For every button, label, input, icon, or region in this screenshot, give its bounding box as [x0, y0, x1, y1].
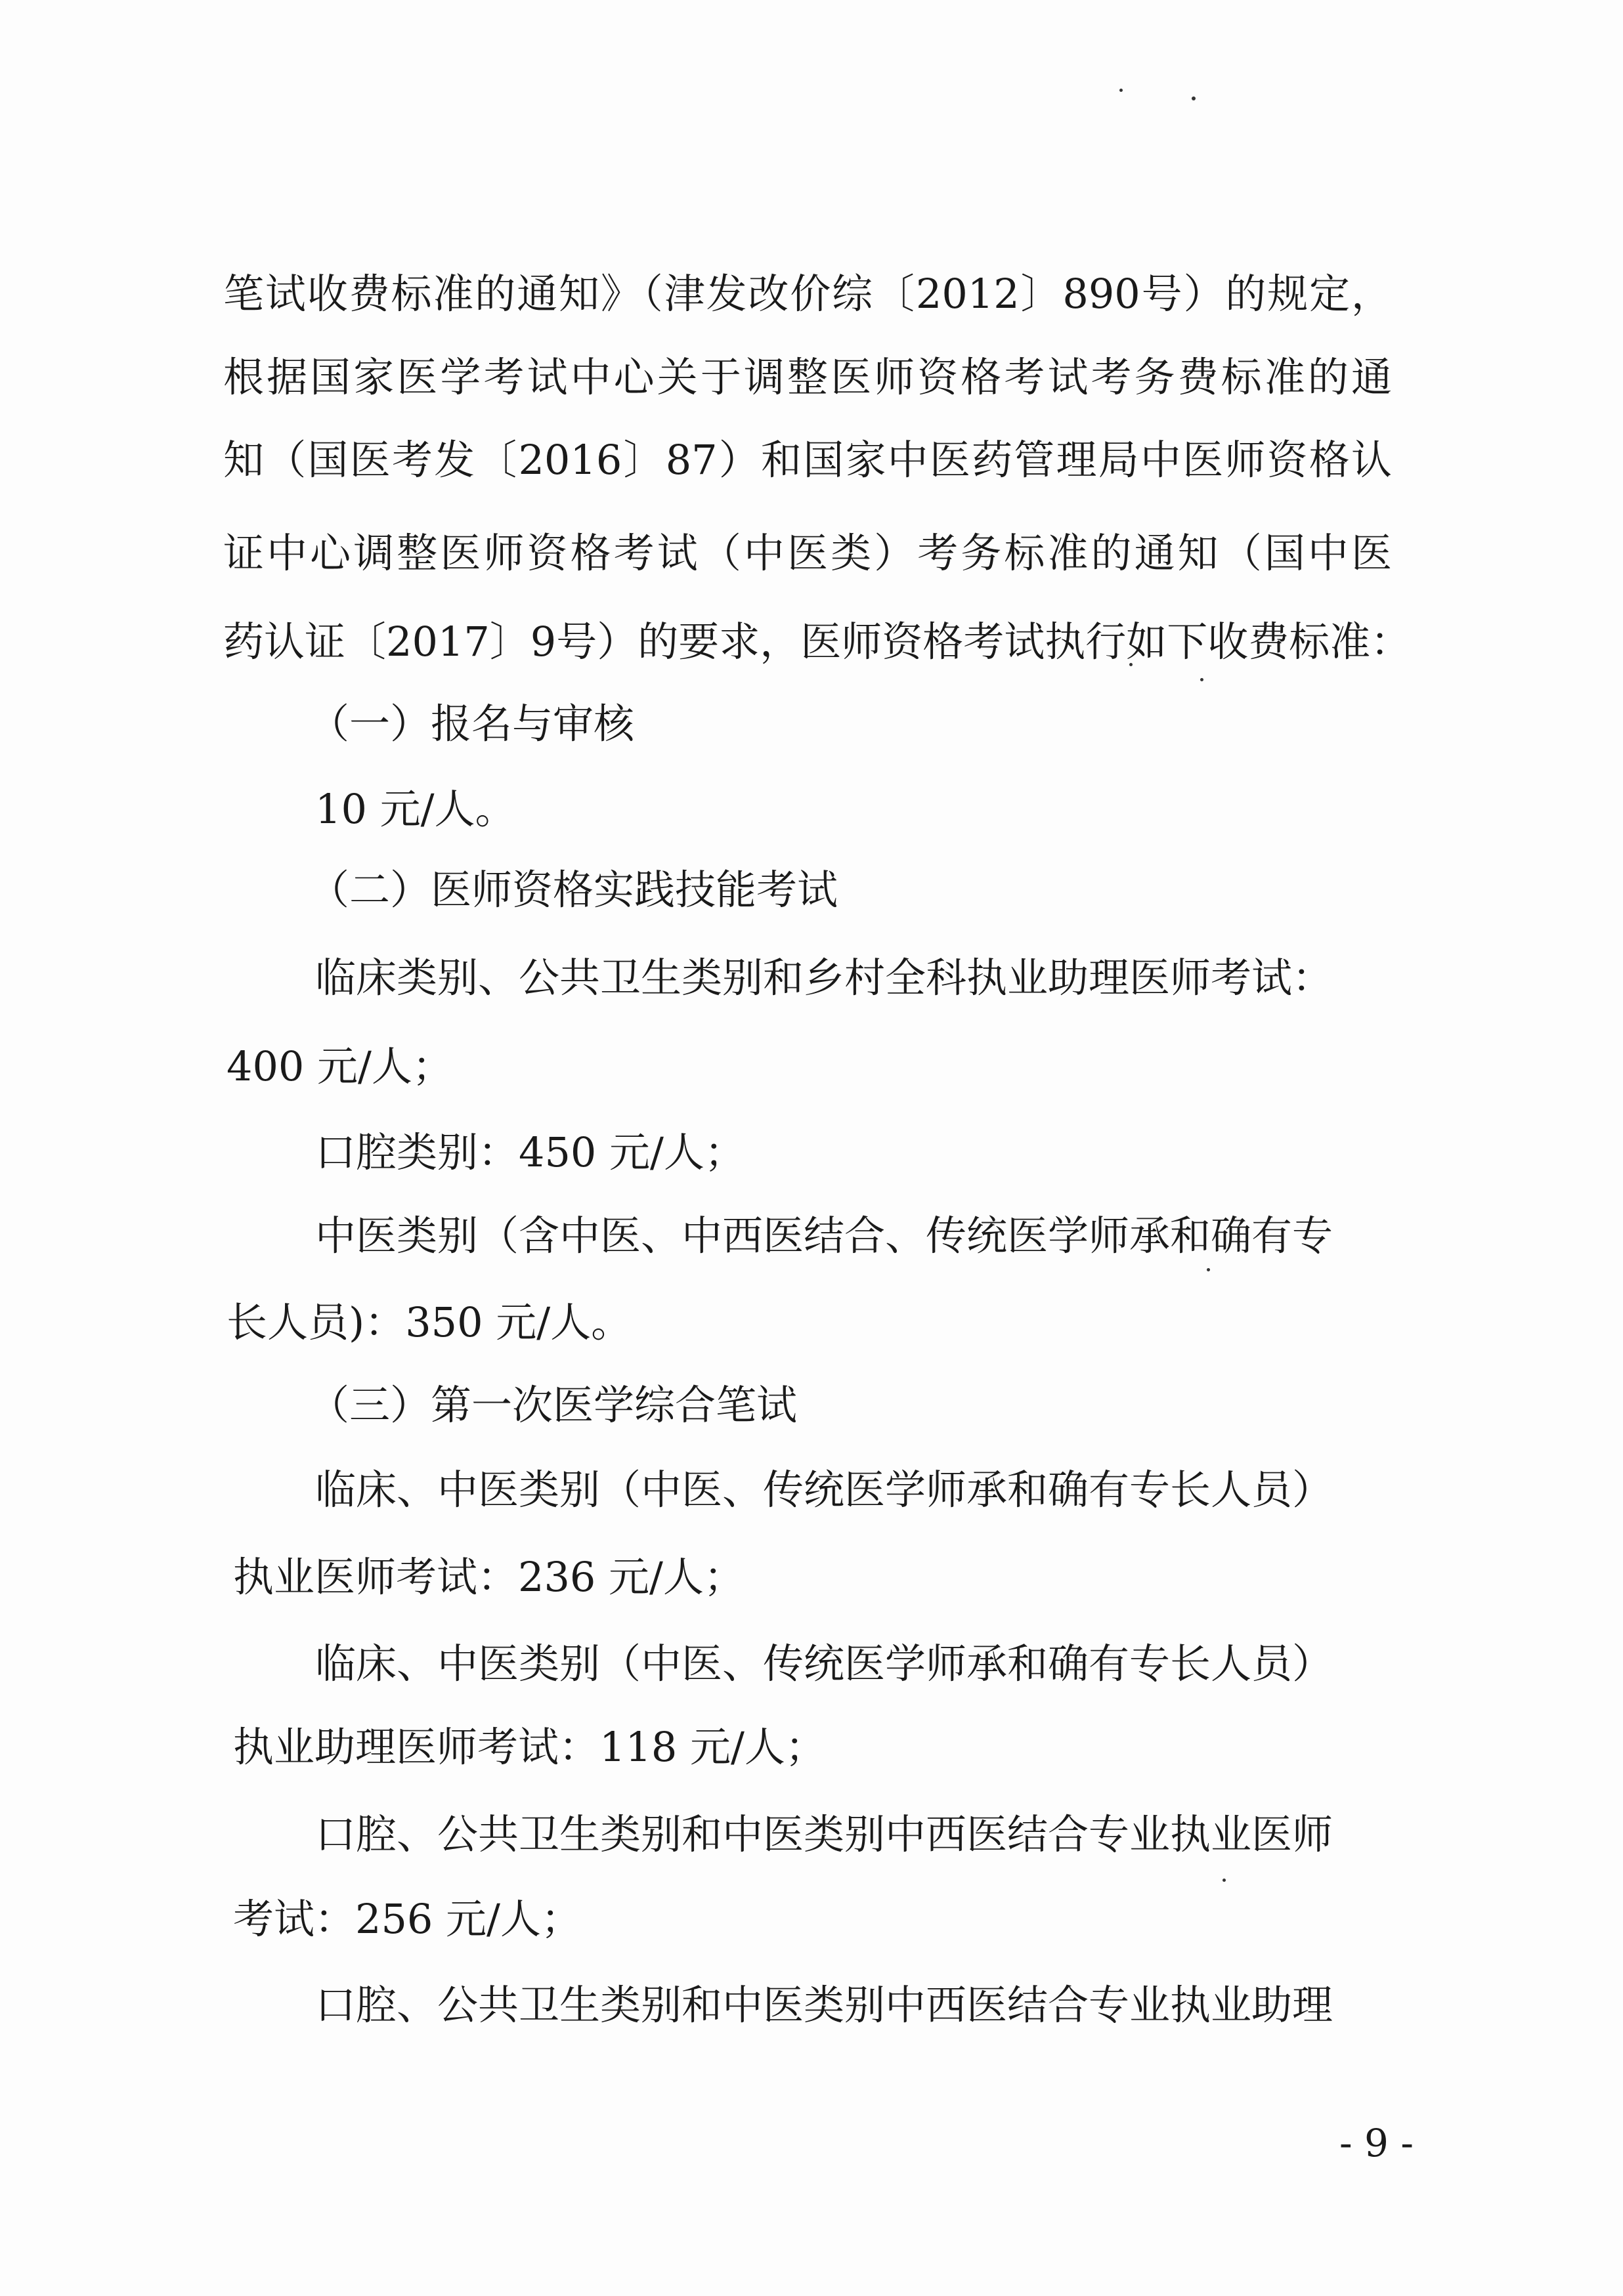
- page-number: - 9 -: [1339, 2121, 1414, 2165]
- written-physician-fee: 执业医师考试：236 元/人；: [233, 1553, 745, 1601]
- practical-dental-fee: 口腔类别：450 元/人；: [315, 1128, 745, 1176]
- section-heading-2: （二）医师资格实践技能考试: [309, 866, 838, 914]
- scan-speck: [1119, 89, 1123, 92]
- body-line-4: 证中心调整医师资格考试（中医类）考务标准的通知（国中医: [223, 529, 1392, 577]
- practical-tcm-fee: 长人员)：350 元/人。: [227, 1298, 632, 1346]
- section-heading-3: （三）第一次医学综合笔试: [309, 1381, 798, 1429]
- practical-clinical-fee: 400 元/人；: [227, 1042, 453, 1090]
- scan-speck: [1192, 96, 1196, 100]
- body-line-1: 笔试收费标准的通知》（津发改价综〔2012〕890号）的规定，: [223, 270, 1392, 318]
- scan-speck: [1200, 678, 1203, 681]
- fee-registration: 10 元/人。: [315, 785, 516, 833]
- scan-speck: [1207, 1268, 1210, 1271]
- scan-speck: [1223, 1879, 1226, 1882]
- body-line-3: 知（国医考发〔2016〕87）和国家中医药管理局中医师资格认: [223, 436, 1392, 484]
- body-line-5: 药认证〔2017〕9号）的要求，医师资格考试执行如下收费标准：: [223, 618, 1412, 666]
- practical-clinical-text: 临床类别、公共卫生类别和乡村全科执业助理医师考试：: [315, 954, 1333, 1002]
- body-line-2: 根据国家医学考试中心关于调整医师资格考试考务费标准的通: [223, 353, 1392, 401]
- section-heading-1: （一）报名与审核: [309, 700, 635, 748]
- practical-tcm-text: 中医类别（含中医、中西医结合、传统医学师承和确有专: [315, 1212, 1333, 1260]
- written-physician-text: 临床、中医类别（中医、传统医学师承和确有专长人员）: [315, 1466, 1333, 1514]
- written-assistant-text: 临床、中医类别（中医、传统医学师承和确有专长人员）: [315, 1640, 1333, 1688]
- written-assistant-fee: 执业助理医师考试：118 元/人；: [233, 1723, 826, 1771]
- written-dental-physician-text: 口腔、公共卫生类别和中医类别中西医结合专业执业医师: [315, 1810, 1333, 1858]
- written-dental-assistant-text: 口腔、公共卫生类别和中医类别中西医结合专业执业助理: [315, 1981, 1333, 2029]
- written-dental-physician-fee: 考试：256 元/人；: [233, 1895, 582, 1943]
